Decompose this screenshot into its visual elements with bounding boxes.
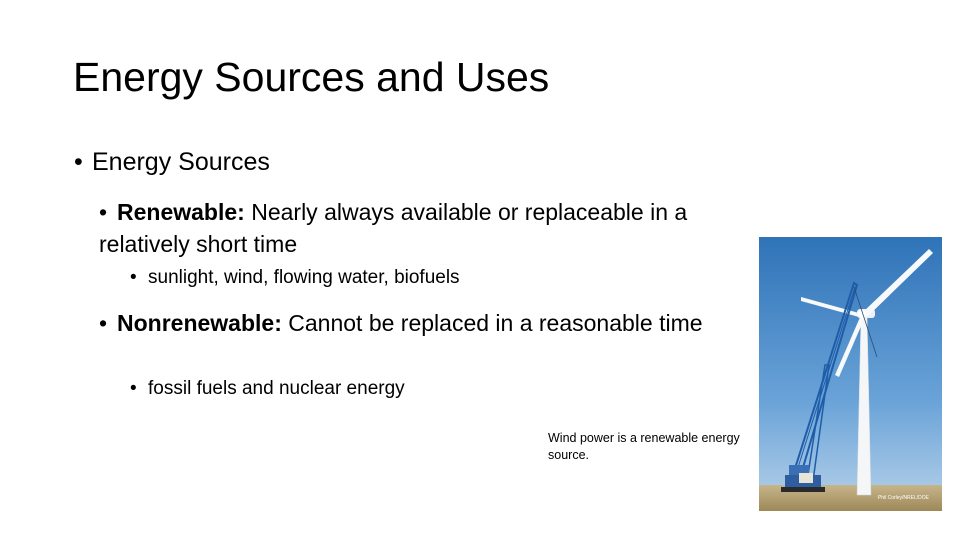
renewable-label: Renewable:	[117, 199, 245, 225]
nonrenewable-text: Cannot be replaced in a reasonable time	[288, 310, 703, 336]
bullet-marker: •	[99, 199, 108, 225]
bullet-renewable-examples	[130, 267, 460, 289]
bullet-energy-sources-text: Energy Sources	[92, 148, 270, 176]
bullet-marker: •	[99, 310, 108, 336]
slide-title: Energy Sources and Uses	[73, 54, 550, 100]
photo-caption: Wind power is a renewable energy source.	[548, 431, 740, 462]
bullet-marker: •	[130, 378, 137, 399]
renewable-text: Nearly always available or replaceable in a relatively short time	[99, 199, 688, 257]
bullet-energy-sources	[74, 148, 270, 177]
wind-turbine-illustration	[759, 237, 942, 511]
bullet-nonrenewable-examples	[130, 378, 405, 400]
nonrenewable-label: Nonrenewable:	[117, 310, 282, 336]
bullet-nonrenewable	[99, 307, 759, 339]
wind-turbine-photo	[759, 237, 942, 511]
renewable-examples-text: sunlight, wind, flowing water, biofuels	[148, 267, 460, 288]
bullet-marker: •	[130, 267, 137, 288]
nonrenewable-examples-text: fossil fuels and nuclear energy	[148, 378, 405, 399]
bullet-renewable	[99, 196, 759, 260]
photo-credit: Phil Corley/NREL/DOE	[877, 495, 929, 501]
bullet-marker: •	[74, 148, 83, 176]
